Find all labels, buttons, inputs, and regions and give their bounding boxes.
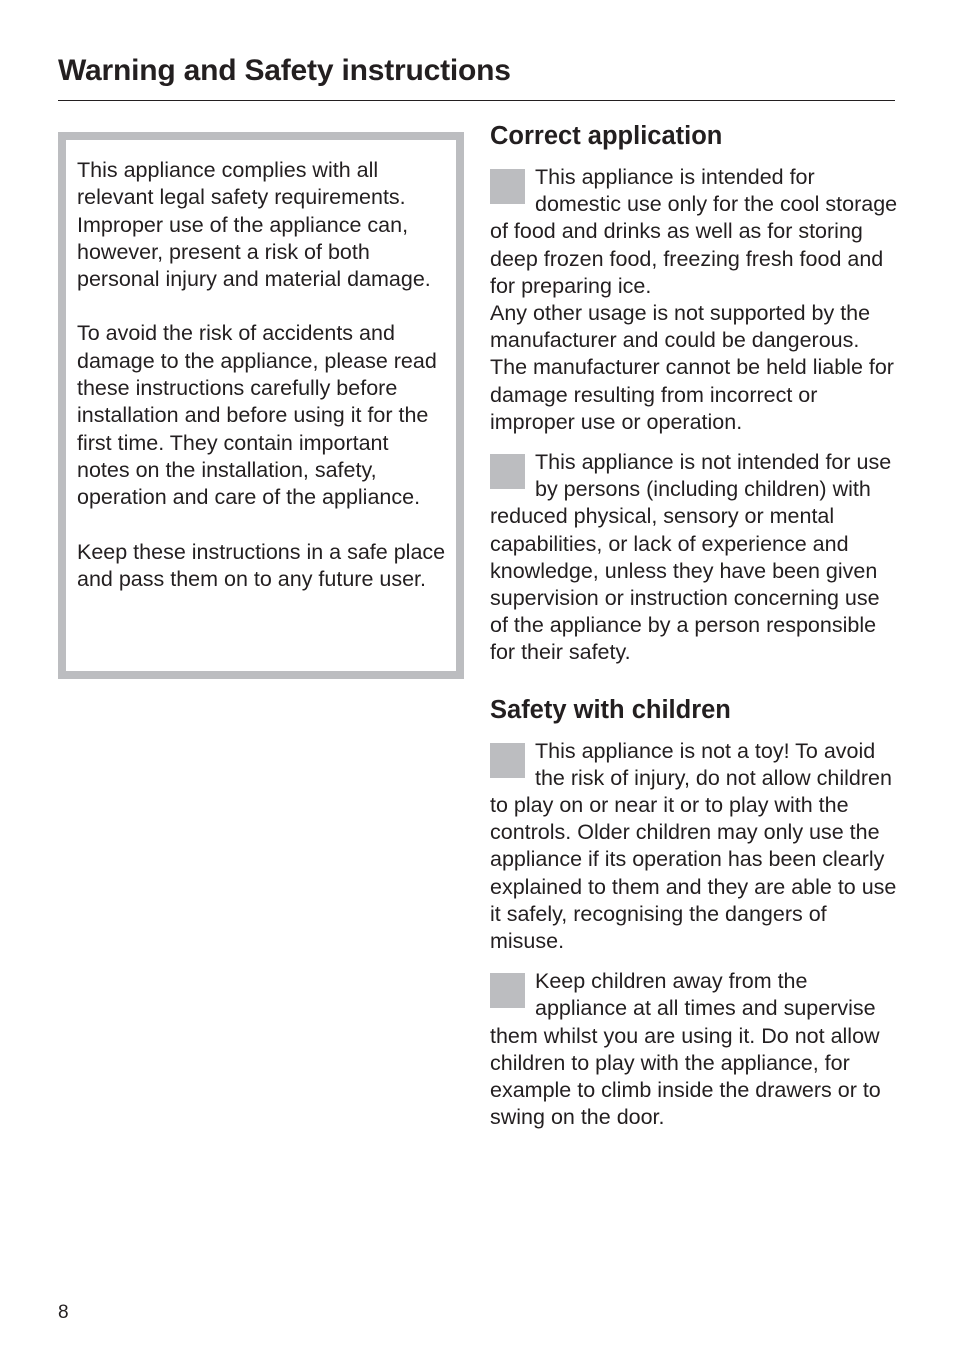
instruction-text: This appliance is not intended for use by persons (including children) with reduced physical, sensory or mental capabilities, or lack of experience and knowledge, unless they have been given supervision or instruction concerning use of the appliance by a person responsible for their safety. (490, 450, 892, 665)
grey-square-bullet-icon (490, 973, 525, 1008)
intro-paragraph: This appliance complies with all relevant legal safety requirements. Improper use of the appliance can, however, present a risk of both personal injury and material damage. (77, 158, 431, 292)
intro-paragraph: Keep these instructions in a safe place and pass them on to any future user. (77, 539, 446, 591)
intro-paragraph: To avoid the risk of accidents and damage to the appliance, please read these instructions carefully before installation and before using it for the first time. They contain important notes on the installation, safety, operation and care of the appliance. (77, 321, 437, 510)
section-heading: Correct application (490, 122, 723, 150)
instruction-item (490, 164, 900, 436)
grey-square-bullet-icon (490, 169, 525, 204)
instruction-item (490, 449, 900, 667)
instruction-item (490, 968, 900, 1131)
grey-square-bullet-icon (490, 454, 525, 489)
page-title: Warning and Safety instructions (58, 54, 511, 87)
instruction-text: This appliance is not a toy! To avoid the risk of injury, do not allow children to play on or near it or to play with the controls. Older children may only use the appliance if its operation has been clearly explained to them and they are able to use it safely, recognising the dangers of misuse. (490, 738, 897, 954)
instruction-text: Keep children away from the appliance at all times and supervise them whilst you are using it. Do not allow children to play with the appliance, for example to climb inside the drawers or to swing on the door. (490, 969, 881, 1130)
instruction-item (490, 738, 900, 956)
title-divider (58, 100, 895, 101)
section-safety-with-children (490, 693, 900, 1132)
grey-square-bullet-icon (490, 743, 525, 778)
intro-notice-box (58, 132, 464, 679)
section-heading: Safety with children (490, 695, 731, 724)
instruction-text: This appliance is intended for domestic use only for the cool storage of food and drinks as well as for storing deep frozen food, freezing fresh food and for preparing ice. Any other usage is not supported by the manufacturer and could be dangerous. The manufacturer cannot be held liable for damage resulting from incorrect or improper use or operation. (490, 165, 898, 434)
section-correct-application (490, 119, 900, 667)
right-column (490, 119, 900, 1132)
page-number: 8 (58, 1302, 69, 1323)
